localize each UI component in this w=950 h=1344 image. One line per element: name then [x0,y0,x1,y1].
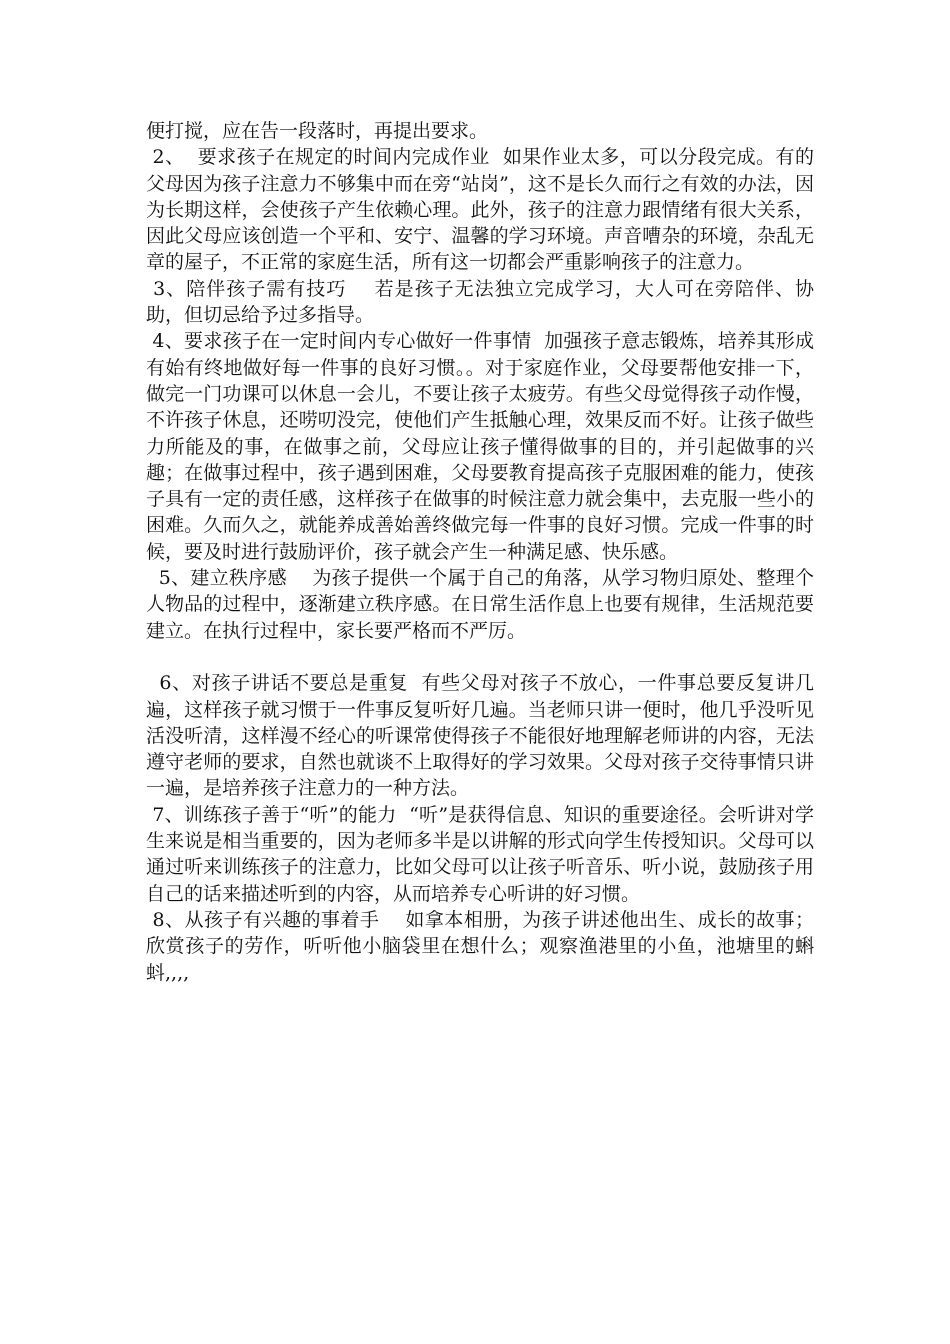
document-page [146,118,814,986]
paragraph-item-2: 2、 要求孩子在规定的时间内完成作业 如果作业太多，可以分段完成。有的父母因为孩子注意力不够集中而在旁“站岗”，这不是长久而行之有效的办法，因为长期这样，会使孩子产生依赖心理。此外，孩子的注意力跟情绪有很大关系，因此父母应该创造一个平和、安宁、温馨的学习环境。声音嘈杂的环境，杂乱无章的屋子，不正常的家庭生活，所有这一切都会严重影响孩子的注意力。 [146,146,815,274]
paragraph-item-7: 7、训练孩子善于“听”的能力 “听”是获得信息、知识的重要途径。会听讲对学生来说是相当重要的，因为老师多半是以讲解的形式向学生传授知识。父母可以通过听来训练孩子的注意力，比如父母可以让孩子听音乐、听小说，鼓励孩子用自己的话来描述听到的内容，从而培养专心听讲的好习惯。 [146,803,814,905]
paragraph-item-6: 6、对孩子讲话不要总是重复 有些父母对孩子不放心，一件事总要反复讲几遍，这样孩子就习惯于一件事反复听好几遍。当老师只讲一便时，他几乎没听见活没听清，这样漫不经心的听课常使得孩子不能很好地理解老师讲的内容，无法遵守老师的要求，自然也就谈不上取得好的学习效果。父母对孩子交待事情只讲一遍，是培养孩子注意力的一种方法。 [146,672,814,800]
paragraph-item-4: 4、要求孩子在一定时间内专心做好一件事情 加强孩子意志锻炼，培养其形成有始有终地做好每一件事的良好习惯。。对于家庭作业，父母要帮他安排一下，做完一门功课可以休息一会儿，不要让孩子太疲劳。有些父母觉得孩子动作慢，不许孩子休息，还唠叨没完，使他们产生抵触心理，效果反而不好。让孩子做些力所能及的事，在做事之前，父母应让孩子懂得做事的目的，并引起做事的兴趣；在做事过程中，孩子遇到困难，父母要教育提高孩子克服困难的能力，使孩子具有一定的责任感，这样孩子在做事的时候注意力就会集中，去克服一些小的困难。久而久之，就能养成善始善终做完每一件事的良好习惯。完成一件事的时候，要及时进行鼓励评价，孩子就会产生一种满足感、快乐感。 [146,330,814,563]
paragraph-item-8: 8、从孩子有兴趣的事着手 如拿本相册，为孩子讲述他出生、成长的故事；欣赏孩子的劳作，听听他小脑袋里在想什么；观察渔港里的小鱼，池塘里的蝌蚪,,,, [146,908,815,984]
paragraph-continuation: 便打搅，应在告一段落时，再提出要求。 [146,120,489,142]
paragraph-item-3: 3、陪伴孩子需有技巧 若是孩子无法独立完成学习，大人可在旁陪伴、协助，但切忌给予过多指导。 [146,277,814,327]
paragraph-item-5: 5、建立秩序感 为孩子提供一个属于自己的角落，从学习物归原处、整理个人物品的过程中，逐渐建立秩序感。在日常生活作息上也要有规律，生活规范要建立。在执行过程中，家长要严格而不严厉。 [146,567,814,642]
blank-line [146,644,814,670]
